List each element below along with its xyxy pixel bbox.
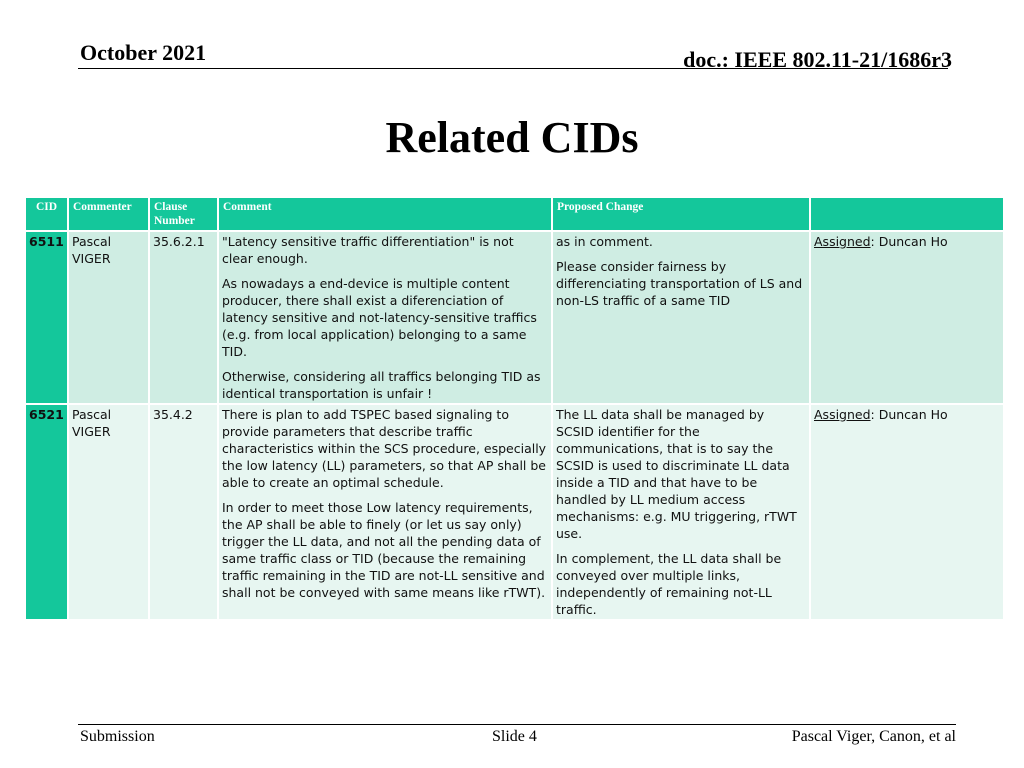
assigned-name: : Duncan Ho (870, 407, 948, 422)
col-header-comment: Comment (219, 198, 551, 230)
clause-cell: 35.6.2.1 (150, 232, 217, 403)
commenter-cell: Pascal VIGER (69, 405, 148, 619)
comment-paragraph: As nowadays a end-device is multiple content producer, there shall exist a diferenciation of latency sensitive and not-latency-sensitive traffics (e.g. from local application) belonging to a same TID. (222, 276, 537, 359)
cid-cell: 6511 (26, 232, 67, 403)
comment-paragraph: "Latency sensitive traffic differentiation" is not clear enough. (222, 234, 514, 266)
comment-paragraph: In order to meet those Low latency requirements, the AP shall be able to finely (or let us say only) trigger the LL data, and not all the pending data of same traffic class or TID (because the remaining traffic remaining in the TID are not-LL sensitive and shall not be conveyed with same means like rTWT). (222, 500, 546, 600)
commenter-cell: Pascal VIGER (69, 232, 148, 403)
proposed-paragraph: Please consider fairness by differenciating transportation of LS and non-LS traffic of a same TID (556, 259, 803, 308)
cid-cell: 6521 (26, 405, 67, 619)
table-row (26, 232, 1003, 403)
header-doc-id: doc.: IEEE 802.11-21/1686r3 (683, 47, 952, 72)
table-header-row (26, 198, 1003, 230)
proposed-paragraph: The LL data shall be managed by SCSID identifier for the communications, that is to say the SCSID is used to discriminate LL data inside a TID and that have to be handled by LL medium access mechanisms: e.g. MU triggering, rTWT use. (556, 407, 797, 541)
comment-cell (219, 405, 551, 619)
cid-table (24, 196, 1005, 621)
col-header-assignment (811, 198, 1003, 230)
proposed-change-cell (553, 232, 809, 403)
assigned-label: Assigned (814, 407, 871, 422)
footer-slide-number: Slide 4 (492, 728, 537, 745)
header-rule (78, 68, 948, 69)
assignment-cell (811, 232, 1003, 403)
assigned-name: : Duncan Ho (870, 234, 948, 249)
proposed-paragraph: In complement, the LL data shall be conveyed over multiple links, independently of remaining not-LL traffic. (556, 551, 782, 617)
proposed-change-cell (553, 405, 809, 619)
col-header-proposed-change: Proposed Change (553, 198, 809, 230)
comment-paragraph: There is plan to add TSPEC based signaling to provide parameters that describe traffic characteristics within the SCS procedure, especially the low latency (LL) parameters, so that AP shall be able to create an optimal schedule. (222, 407, 547, 490)
slide-title: Related CIDs (385, 113, 639, 162)
assigned-label: Assigned (814, 234, 871, 249)
footer-submission: Submission (80, 728, 155, 745)
col-header-commenter: Commenter (69, 198, 148, 230)
col-header-cid: CID (26, 198, 67, 230)
comment-cell (219, 232, 551, 403)
footer-authors: Pascal Viger, Canon, et al (791, 728, 956, 745)
comment-paragraph: Otherwise, considering all traffics belonging TID as identical transportation is unfair ! (222, 369, 541, 401)
table-row (26, 405, 1003, 619)
col-header-clause: Clause Number (150, 198, 217, 230)
clause-cell: 35.4.2 (150, 405, 217, 619)
footer-rule (78, 724, 956, 725)
header-date: October 2021 (80, 40, 207, 65)
proposed-paragraph: as in comment. (556, 234, 653, 249)
assignment-cell (811, 405, 1003, 619)
